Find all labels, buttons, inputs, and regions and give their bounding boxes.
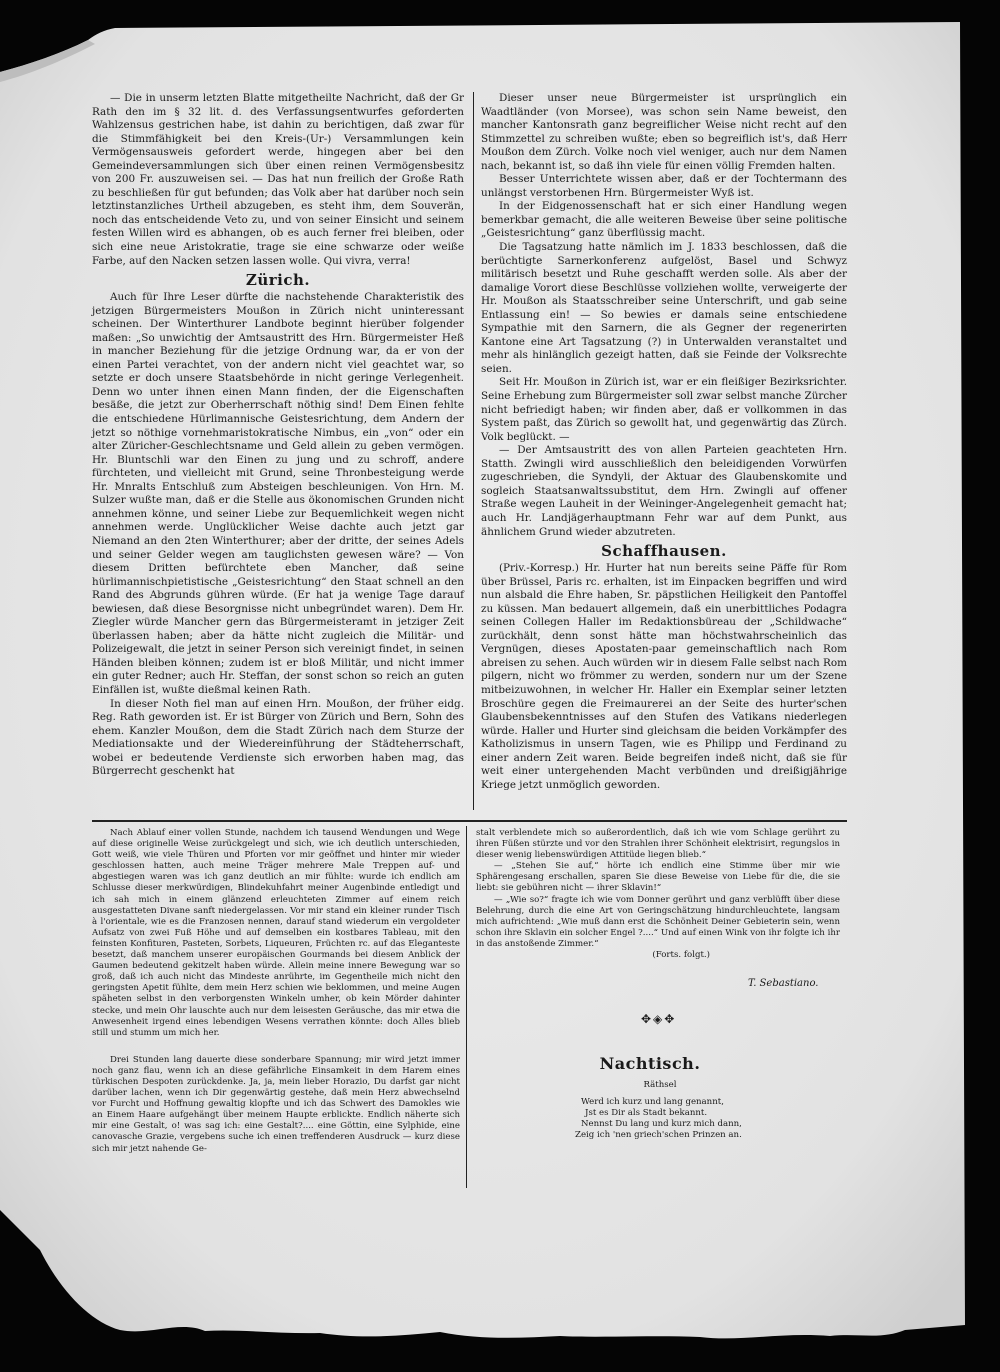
right-paragraph-5: Seit Hr. Moußon in Zürich ist, war er ein fleißiger Bezirksrichter. Seine Erhebung zum Bürgermeister soll zwar selbst manche Zürcher nicht befriedigt haben; wir finden aber, daß er vollkommen in das System paßt, das Zürich so gewollt hat, und gegenwärtig das Zürch. Volk beglückt. — xyxy=(481,376,847,443)
section-heading-schaffhausen: Schaffhausen. xyxy=(601,542,727,561)
feuilleton-paragraph-5: — „Wie so?“ fragte ich wie vom Donner gerührt und ganz verblüfft über diese Belehrung, durch die eine Art von Geringschätzung hindurchleuchtete, langsam mich aufrichtend: „Wie muß dann erst die Schönheit Deiner Gebieterin sein, wenn schon ihre Sklavin ein solcher Engel ?....“ Und auf einen Wink von ihr folgte ich ihr in das anstoßende Zimmer.“ xyxy=(476,894,840,949)
riddle-title: Räthsel xyxy=(643,1080,677,1090)
right-paragraph-1: Dieser unser neue Bürgermeister ist ursprünglich ein Waadtländer (von Morsee), was schon sein Name beweist, den mancher Kantonsrath ganz begreiflicher Weise nicht recht auf den Stimmzettel zu schreiben wußte; eben so begreiflich ist's, daß Herr Moußon dem Zürch. Volke noch viel weniger, auch nur dem Namen nach, bekannt ist, so daß ihn viele für einen völlig Fremden halten. xyxy=(481,92,847,172)
zurich-paragraph-1: Auch für Ihre Leser dürfte die nachstehende Charakteristik des jetzigen Bürgermeisters Moußon in Zürich nicht uninteressant scheinen. Der Winterthurer Landbote beginnt hierüber folgender maßen: „So unwichtig der Amtsaustritt des Hrn. Bürgermeister Heß in mancher Beziehung für die jetzige Ordnung war, da er von der einen Partei verachtet, von der andern nicht viel geachtet war, so setzte er doch unsere Staatsbehörde in nicht geringe Verlegenheit. Denn wo unter ihnen einen Mann finden, der die Eigenschaften besäße, die jetzt zur Oberherrschaft nöthig sind! Dem Einen fehlte die entschiedene Hürlimannische Geistesrichtung, dem Andern der jetzt so nöthige vornehmaristokratische Nimbus, ein „von“ oder ein alter Züricher-Geschlechtsname und Geld allein zu geben vermögen. Hr. Bluntschli war den Einen zu jung und zu schroff, andere fürchteten, und vielleicht mit Grund, seine Thronbesteigung werde Hr. Mnralts Entschluß zum Absteigen beschleunigen. Von Hrn. M. Sulzer wußte man, daß er die Stelle aus ökonomischen Grunden nicht annehmen könne, und seiner Liebe zur Bequemlichkeit wegen nicht annehmen werde. Unglücklicher Weise dachte auch jetzt gar Niemand an den 2ten Winterthurer; aber der dritte, der seines Adels und seiner Gelder wegen am tauglichsten gewesen wäre? — Von diesem Dritten befürchtete eben Mancher, daß seine hürlimannischpietistische „Geistesrichtung“ den Staat schnell an den Rand des Abgrunds gühren würde. (Er hat ja wenige Tage darauf bewiesen, daß diese Besorgnisse nicht unbegründet waren). Dem Hr. Ziegler würde Mancher gern das Bürgermeisteramt in jetziger Zeit überlassen haben; aber da hätte nicht zugleich die Militär- und Polizeigewalt, die jetzt in seiner Person sich vereinigt findet, in seinen Händen bleiben können; zudem ist er bloß Militär, und nicht immer ein guter Redner; auch Hr. Steffan, der sonst schon so reich an guten Einfällen ist, wußte dießmal keinen Rath. xyxy=(92,291,464,696)
riddle-line: Zeig ich 'nen griech'schen Prinzen an. xyxy=(575,1130,742,1141)
ornament-divider: ✥◈✥ xyxy=(641,1012,677,1026)
right-paragraph-4: Die Tagsatzung hatte nämlich im J. 1833 beschlossen, daß die berüchtigte Sarnerkonferenz aufgelöst, Basel und Schwyz militärisch besetzt und Ruhe geschafft werden solle. Als aber der damalige Vorort diese Beschlüsse vollziehen wollte, verweigerte der Hr. Moußon als Staatsschreiber seine Unterschrift, und gab seine Entlassung ein! — So bewies er damals seine entschiedene Sympathie mit den Sarnern, die als Gegner der regenerirten Kantone eine Art Tagsatzung (?) in Unterwalden veranstaltet und mehr als hinlänglich gezeigt hatten, daß sie Feinde der Volksrechte seien. xyxy=(481,241,847,375)
feuilleton-gap xyxy=(92,1039,460,1055)
continuation-note: (Forts. folgt.) xyxy=(652,950,710,961)
author-signature: T. Sebastiano. xyxy=(748,978,819,989)
riddle-line: Nennst Du lang und kurz mich dann, xyxy=(581,1119,742,1130)
feuilleton-separator xyxy=(92,820,847,822)
feuilleton-paragraph-1: Nach Ablauf einer vollen Stunde, nachdem ich tausend Wendungen und Wege auf diese originelle Weise zurückgelegt und sich, wie ich deutlich unterschieden, Gott weiß, wie viele Thüren und Pforten vor mir geöffnet und hinter mir wieder geschlossen hatten, auch meine Träger mehrere Male Treppen auf- und abgestiegen waren was ich ganz deutlich an mir fühlte: wurde ich endlich am Schlusse dieser merkwürdigen, Blindekuhfahrt meiner Augenbinde entledigt und ich sah mich in einem glänzend erleuchteten Zimmer auf einem reich ausgestatteten Divane sanft niedergelassen. Vor mir stand ein kleiner runder Tisch à l'orientale, wie es die Franzosen nennen, darauf stand wiederum ein vergoldeter Aufsatz von zwei Fuß Höhe und auf demselben ein kostbares Tableau, mit den feinsten Konfituren, Pasteten, Sorbets, Liqueuren, Früchten rc. auf das Eleganteste besetzt, daß manchem unserer europäischen Gourmands bei diesem Anblick der Gaumen bedeutend gekitzelt haben würde. Allein meine innere Bewegung war so groß, daß ich auch nicht das Mindeste anrührte, im Gegentheile mich nicht den geringsten Apetit fühlte, dem mein Herz schien wie beklommen, und meine Augen späheten selbst in den verborgensten Winkeln umher, ob kein Mörder dahinter stecke, und mein Ohr lauschte auch nur dem leisesten Geräusche, das mir etwa die Anwesenheit irgend eines lebendigen Wesens verrathen könnte: doch Alles blieb still und stumm um mich her. xyxy=(92,828,460,1038)
riddle-line: Werd ich kurz und lang genannt, xyxy=(581,1097,724,1108)
schaffhausen-paragraph: (Priv.-Korresp.) Hr. Hurter hat nun bereits seine Päffe für Rom über Brüssel, Paris rc. erhalten, ist im Einpacken begriffen und wird nun alsbald die Ehre haben, Sr. päpstlichen Heiligkeit den Pantoffel zu küssen. Man bedauert allgemein, daß ein unerbittliches Podagra seinen Collegen Haller im Redaktionsbüreau der „Schildwache“ zurückhält, denn sonst hätte man höchstwahrscheinlich das Vergnügen, dieses Apostaten-paar gemeinschaftlich nach Rom abreisen zu sehen. Auch würden wir in diesem Falle selbst nach Rom pilgern, nicht wo frömmer zu werden, sondern nur um der Szene mitbeizuwohnen, in welcher Hr. Haller ein Exemplar seiner letzten Broschüre gegen die Freimaurerei an der Seite des hurter'schen Glaubensbekenntnisses auf den Stufen des Vatikans niederlegen würde. Haller und Hurter sind gleichsam die beiden Vorkämpfer des Katholizismus in unsern Tagen, wie es Philipp und Ferdinand zu einer andern Zeit waren. Beide begreifen indeß nicht, daß sie für weit einer untergehenden Macht verbünden und dreißigjährige Kriege jetzt unmöglich geworden. xyxy=(481,562,847,791)
column-divider-top xyxy=(473,92,474,810)
riddle-line: Jst es Dir als Stadt bekannt. xyxy=(585,1108,708,1119)
intro-paragraph: — Die in unserm letzten Blatte mitgetheilte Nachricht, daß der Gr Rath den im § 32 lit. d. des Verfassungsentwurfes geforderten Wahlzensus gestrichen habe, ist dahin zu berichtigen, daß zwar für die Stimmfähigkeit bei den Kreis-(Ur-) Versammlungen kein Vermögensausweis gefordert werde, hingegen aber bei den Gemeindeversammlungen sich über einen reinen Vermögensbesitz von 200 Fr. auszuweisen sei. — Das hat nun freilich der Große Rath zu beschließen für gut befunden; das Volk aber hat darüber noch sein letztinstanzliches Urtheil abzugeben, es steht ihm, dem Souverän, noch das entscheidende Veto zu, und von seiner Einsicht und seinem festen Willen wird es abhangen, ob es auch ferner frei bleiben, oder sich eine neue Aristokratie, trage sie eine schwarze oder weiße Farbe, auf den Nacken setzen lassen wolle. Qui vivra, verra! xyxy=(92,92,464,267)
right-paragraph-3: In der Eidgenossenschaft hat er sich einer Handlung wegen bemerkbar gemacht, die alle weiteren Beweise über seine politische „Geistesrichtung“ ganz überflüssig macht. xyxy=(481,200,847,240)
right-paragraph-2: Besser Unterrichtete wissen aber, daß er der Tochtermann des unlängst verstorbenen Hrn. Bürgermeister Wyß ist. xyxy=(481,173,847,199)
section-heading-nachtisch: Nachtisch. xyxy=(599,1054,701,1073)
feuilleton-paragraph-2: Drei Stunden lang dauerte diese sonderbare Spannung; mir wird jetzt immer noch ganz flau, wenn ich an diese gefährliche Einsamkeit in dem Harem eines türkischen Despoten zurückdenke. Ja, ja, mein lieber Horazio, Du darfst gar nicht darüber lachen, wenn ich Dir gegenwärtig gestehe, daß mein Herz abwechselnd vor Furcht und Hoffnung gewaltig klopfte und ich das Schwert des Damokles wie an Einem Haare aufgehängt über meinem Haupte erblickte. Endlich näherte sich mir eine Gestalt, o! was sag ich: eine Gestalt?.... eine Göttin, eine Sylphide, eine canovasche Grazie, vergebens suche ich einen treffenderen Ausdruck — kurz diese sich mir jetzt nahende Ge- xyxy=(92,1054,460,1154)
left-column xyxy=(92,92,464,779)
feuilleton-right-column xyxy=(476,828,840,961)
column-divider-bottom xyxy=(466,826,467,1188)
section-heading-zurich: Zürich. xyxy=(245,271,311,290)
feuilleton-left-column xyxy=(92,828,460,1155)
feuilleton-paragraph-3: stalt verblendete mich so außerordentlich, daß ich wie vom Schlage gerührt zu ihren Füßen stürzte und vor den Strahlen ihrer Schönheit elektrisirt, regungslos in dieser wenig liebenswürdigen Attitüde liegen blieb.“ xyxy=(476,828,840,861)
riddle-box xyxy=(575,1080,775,1141)
zurich-paragraph-2: In dieser Noth fiel man auf einen Hrn. Moußon, der früher eidg. Reg. Rath geworden ist. Er ist Bürger von Zürich und Bern, Sohn des ehem. Kanzler Moußon, dem die Stadt Zürich nach dem Sturze der Mediationsakte und der Wiedereinführung der Städteherrschaft, wobei er bedeutende Verdienste sich erworben haben mag, das Bürgerrecht geschenkt hat xyxy=(92,697,464,778)
riddle-poem xyxy=(575,1097,775,1141)
feuilleton-paragraph-4: — „Stehen Sie auf,“ hörte ich endlich eine Stimme über mir wie Sphärengesang erschallen, sparen Sie diese Beweise von Liebe für die, die sie liebt: sie gebühren nicht — ihrer Sklavin!“ xyxy=(476,861,840,894)
right-column xyxy=(481,92,847,792)
right-paragraph-6: — Der Amtsaustritt des von allen Parteien geachteten Hrn. Statth. Zwingli wird ausschließlich den beleidigenden Vorwürfen zugeschrieben, die Syndyli, der Aktuar des Glaubenskomite und sogleich Staatsanwaltssubstitut, dem Hrn. Zwingli auf offener Straße wegen Lauheit in der Weininger-Angelegenheit gemacht hat; auch Hr. Landjägerhauptmann Fehr war auf dem Punkt, aus ähnlichem Grund wieder abzutreten. xyxy=(481,444,847,538)
